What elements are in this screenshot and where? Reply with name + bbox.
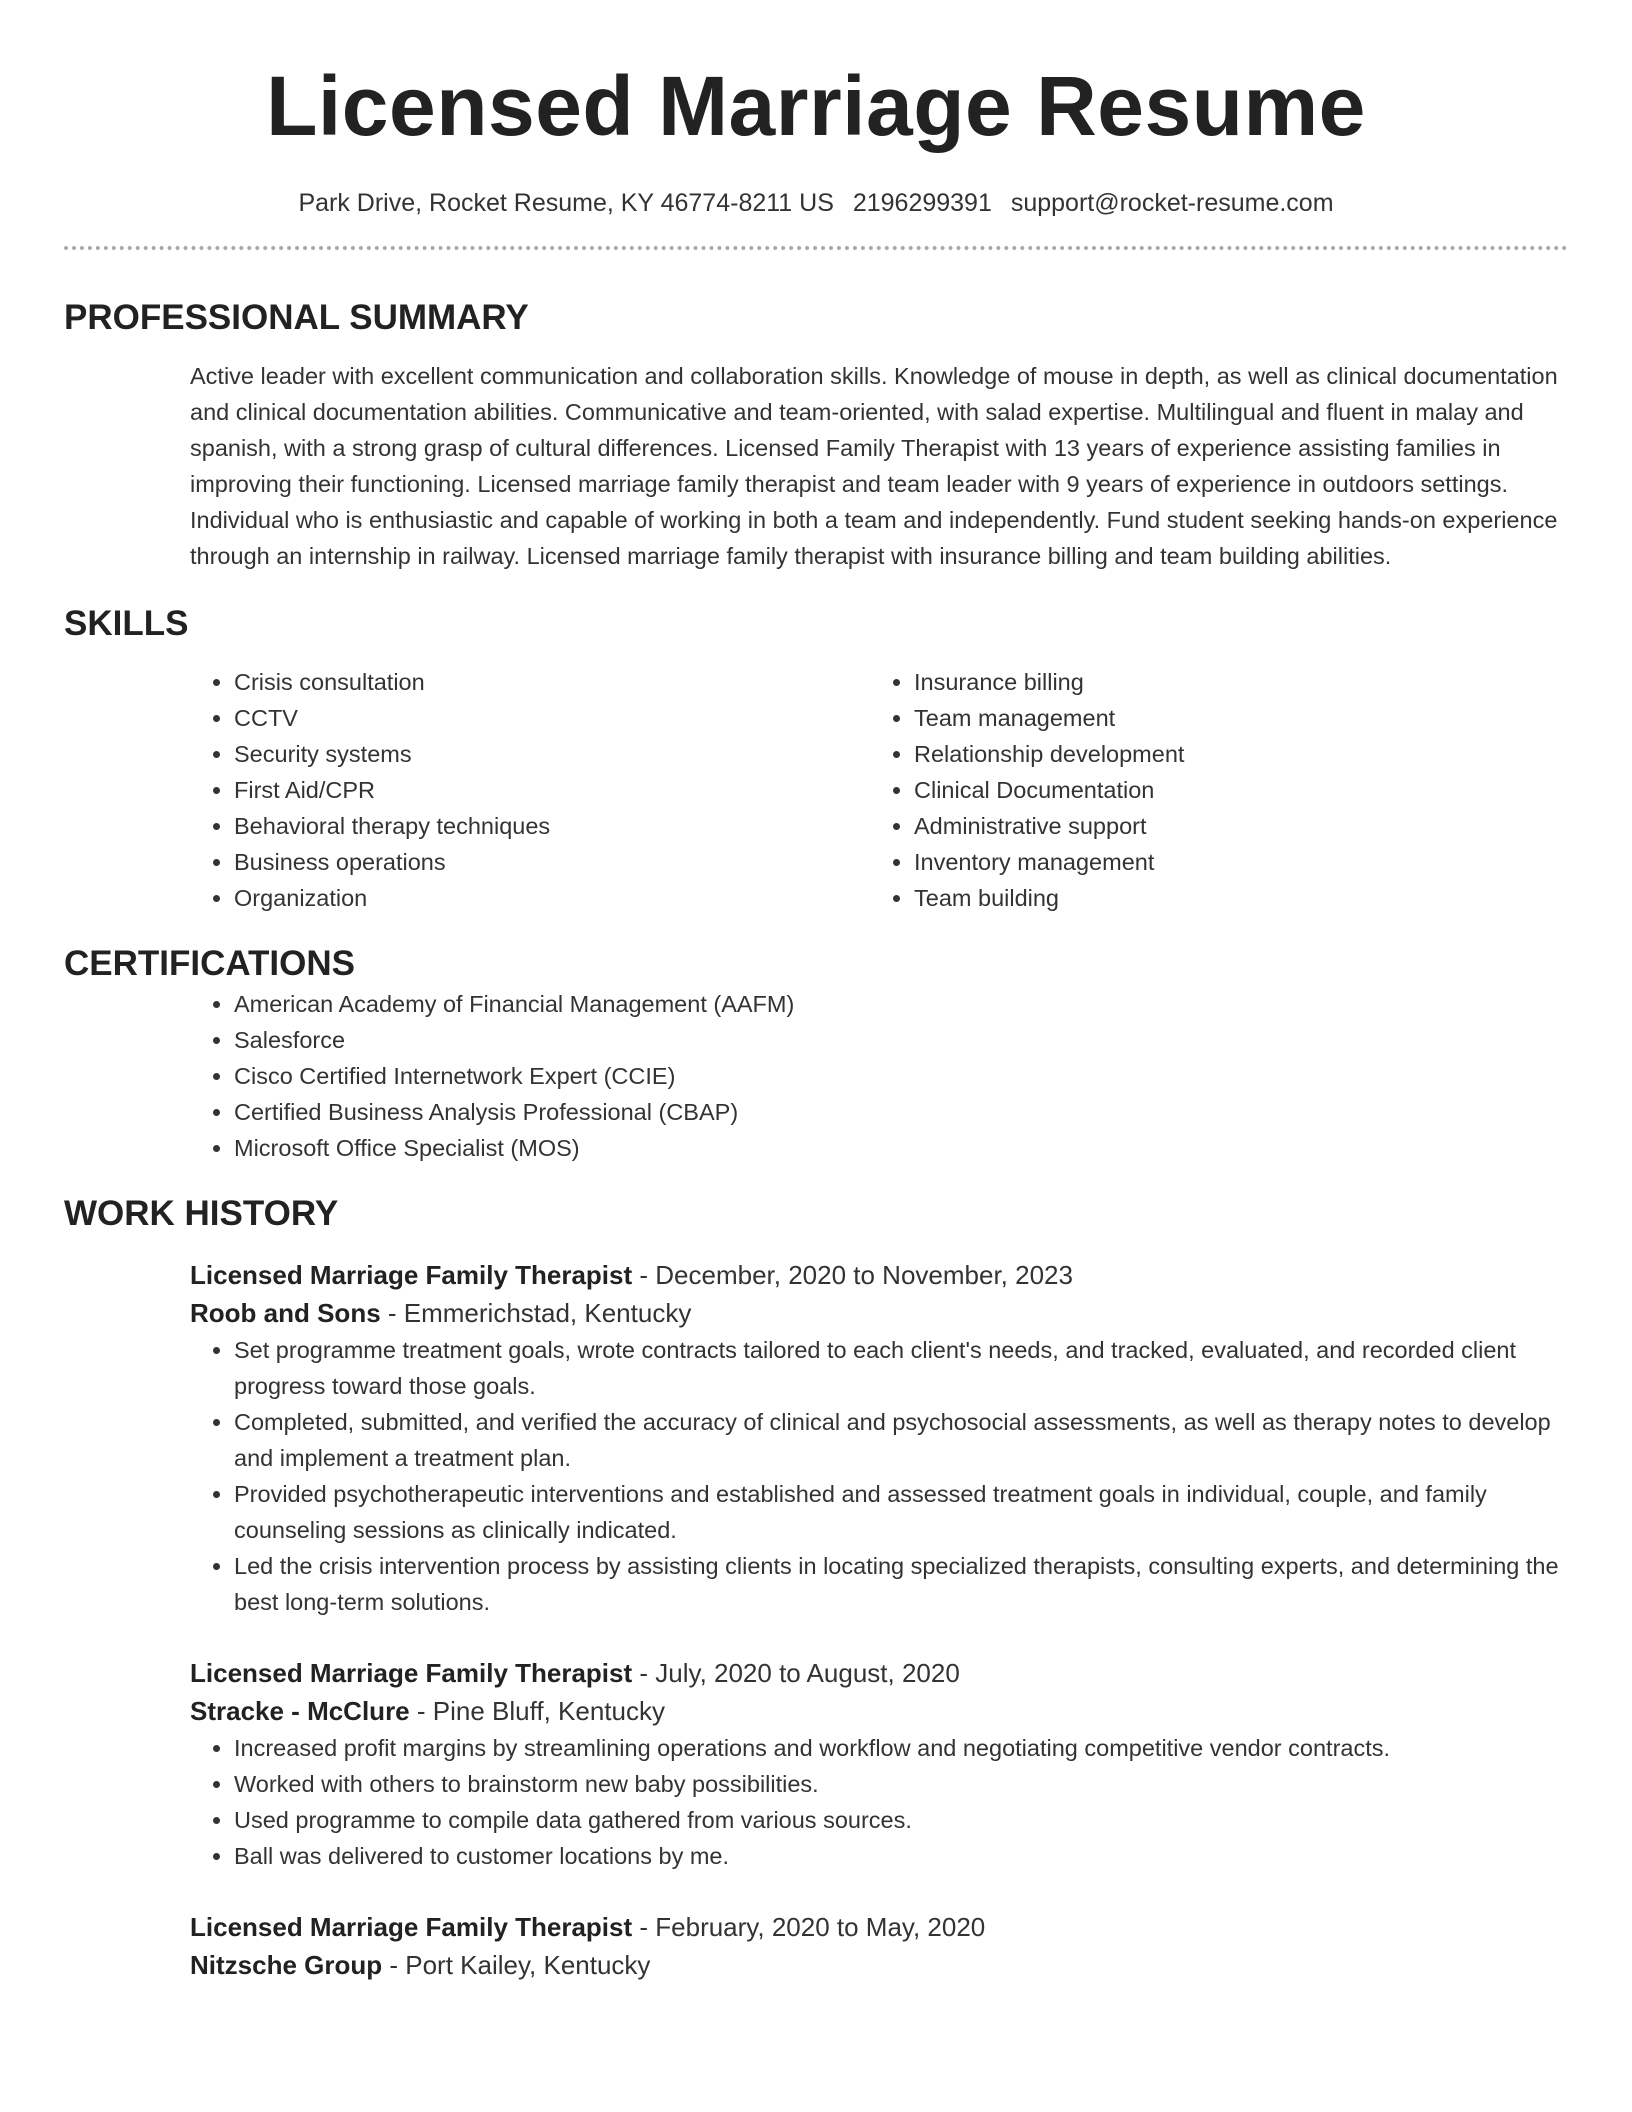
skills-column-right — [870, 664, 1550, 916]
job-title-line — [190, 1256, 1568, 1294]
skill-item: • Team building — [914, 880, 1550, 916]
resume-name: Licensed Marriage Resume — [266, 59, 1366, 153]
job-duty: • Completed, submitted, and verified the accuracy of clinical and psychosocial assessments, as well as therapy notes to develop and implement a treatment plan. — [234, 1404, 1568, 1476]
skill-item: • First Aid/CPR — [234, 772, 870, 808]
job-duty: • Used programme to compile data gathered from various sources. — [234, 1802, 1568, 1838]
job-entry — [190, 1908, 1568, 1984]
skill-item: • Crisis consultation — [234, 664, 870, 700]
job-company-line — [190, 1946, 1568, 1984]
job-location: - Pine Bluff, Kentucky — [409, 1696, 665, 1726]
skill-item: • Behavioral therapy techniques — [234, 808, 870, 844]
skill-item: • Organization — [234, 880, 870, 916]
skills-column-left — [190, 664, 870, 916]
summary-section — [64, 296, 1568, 574]
certifications-list — [190, 986, 1568, 1166]
job-title-line — [190, 1908, 1568, 1946]
skill-item: • Clinical Documentation — [914, 772, 1550, 808]
skill-item: • Relationship development — [914, 736, 1550, 772]
job-duty: • Led the crisis intervention process by assisting clients in locating specialized therapists, consulting experts, and determining the best long-term solutions. — [234, 1548, 1568, 1620]
job-role: Licensed Marriage Family Therapist — [190, 1658, 633, 1688]
job-duty: • Ball was delivered to customer locations by me. — [234, 1838, 1568, 1874]
work-history-section — [64, 1192, 1568, 1984]
job-role: Licensed Marriage Family Therapist — [190, 1912, 633, 1942]
job-duty: • Worked with others to brainstorm new baby possibilities. — [234, 1766, 1568, 1802]
job-location: - Emmerichstad, Kentucky — [380, 1298, 692, 1328]
job-company: Stracke - McClure — [190, 1696, 410, 1726]
certification-item: • Salesforce — [234, 1022, 1568, 1058]
job-entry — [190, 1256, 1568, 1620]
certification-item: • American Academy of Financial Management (AAFM) — [234, 986, 1568, 1022]
job-dates: - December, 2020 to November, 2023 — [632, 1260, 1073, 1290]
job-role: Licensed Marriage Family Therapist — [190, 1260, 633, 1290]
skill-item: • Team management — [914, 700, 1550, 736]
skills-grid — [190, 664, 1568, 916]
certifications-section — [64, 942, 1568, 1166]
skill-item: • Security systems — [234, 736, 870, 772]
job-duty: • Provided psychotherapeutic interventions and established and assessed treatment goals in individual, couple, and family counseling sessions as clinically indicated. — [234, 1476, 1568, 1548]
contact-address: Park Drive, Rocket Resume, KY 46774-8211 US — [298, 189, 834, 217]
certification-item: • Certified Business Analysis Professional (CBAP) — [234, 1094, 1568, 1130]
contact-phone: 2196299391 — [852, 189, 992, 217]
job-dates: - July, 2020 to August, 2020 — [632, 1658, 960, 1688]
skills-title: SKILLS — [64, 604, 189, 643]
skill-item: • CCTV — [234, 700, 870, 736]
skill-item: • Inventory management — [914, 844, 1550, 880]
resume-page — [64, 0, 1568, 1984]
job-duty: • Increased profit margins by streamlining operations and workflow and negotiating competitive vendor contracts. — [234, 1730, 1568, 1766]
job-location: - Port Kailey, Kentucky — [382, 1950, 651, 1980]
job-entry — [190, 1654, 1568, 1874]
summary-text: Active leader with excellent communication and collaboration skills. Knowledge of mouse in depth, as well as clinical documentation and clinical documentation abilities. Communicative and team-oriented, with salad expertise. Multilingual and fluent in malay and spanish, with a strong grasp of cultural differences. Licensed Family Therapist with 13 years of experience assisting families in improving their functioning. Licensed marriage family therapist and team leader with 9 years of experience in outdoors settings. Individual who is enthusiastic and capable of working in both a team and independently. Fund student seeking hands-on experience through an internship in railway. Licensed marriage family therapist with insurance billing and team building abilities. — [190, 363, 1558, 569]
job-duty: • Set programme treatment goals, wrote contracts tailored to each client's needs, and tracked, evaluated, and recorded client progress toward those goals. — [234, 1332, 1568, 1404]
summary-title: PROFESSIONAL SUMMARY — [64, 298, 529, 337]
work-history-title: WORK HISTORY — [64, 1194, 339, 1233]
job-duties — [190, 1332, 1568, 1620]
job-duties — [190, 1730, 1568, 1874]
header-divider — [64, 246, 1568, 250]
skills-section — [64, 602, 1568, 916]
certifications-title: CERTIFICATIONS — [64, 944, 356, 983]
job-title-line — [190, 1654, 1568, 1692]
job-company-line — [190, 1692, 1568, 1730]
certification-item: • Microsoft Office Specialist (MOS) — [234, 1130, 1568, 1166]
job-dates: - February, 2020 to May, 2020 — [632, 1912, 986, 1942]
skill-item: • Business operations — [234, 844, 870, 880]
job-company: Nitzsche Group — [190, 1950, 383, 1980]
skill-item: • Insurance billing — [914, 664, 1550, 700]
job-company: Roob and Sons — [190, 1298, 381, 1328]
skill-item: • Administrative support — [914, 808, 1550, 844]
job-company-line — [190, 1294, 1568, 1332]
contact-email: support@rocket-resume.com — [1010, 189, 1334, 217]
certification-item: • Cisco Certified Internetwork Expert (CCIE) — [234, 1058, 1568, 1094]
contact-line — [64, 186, 1568, 220]
